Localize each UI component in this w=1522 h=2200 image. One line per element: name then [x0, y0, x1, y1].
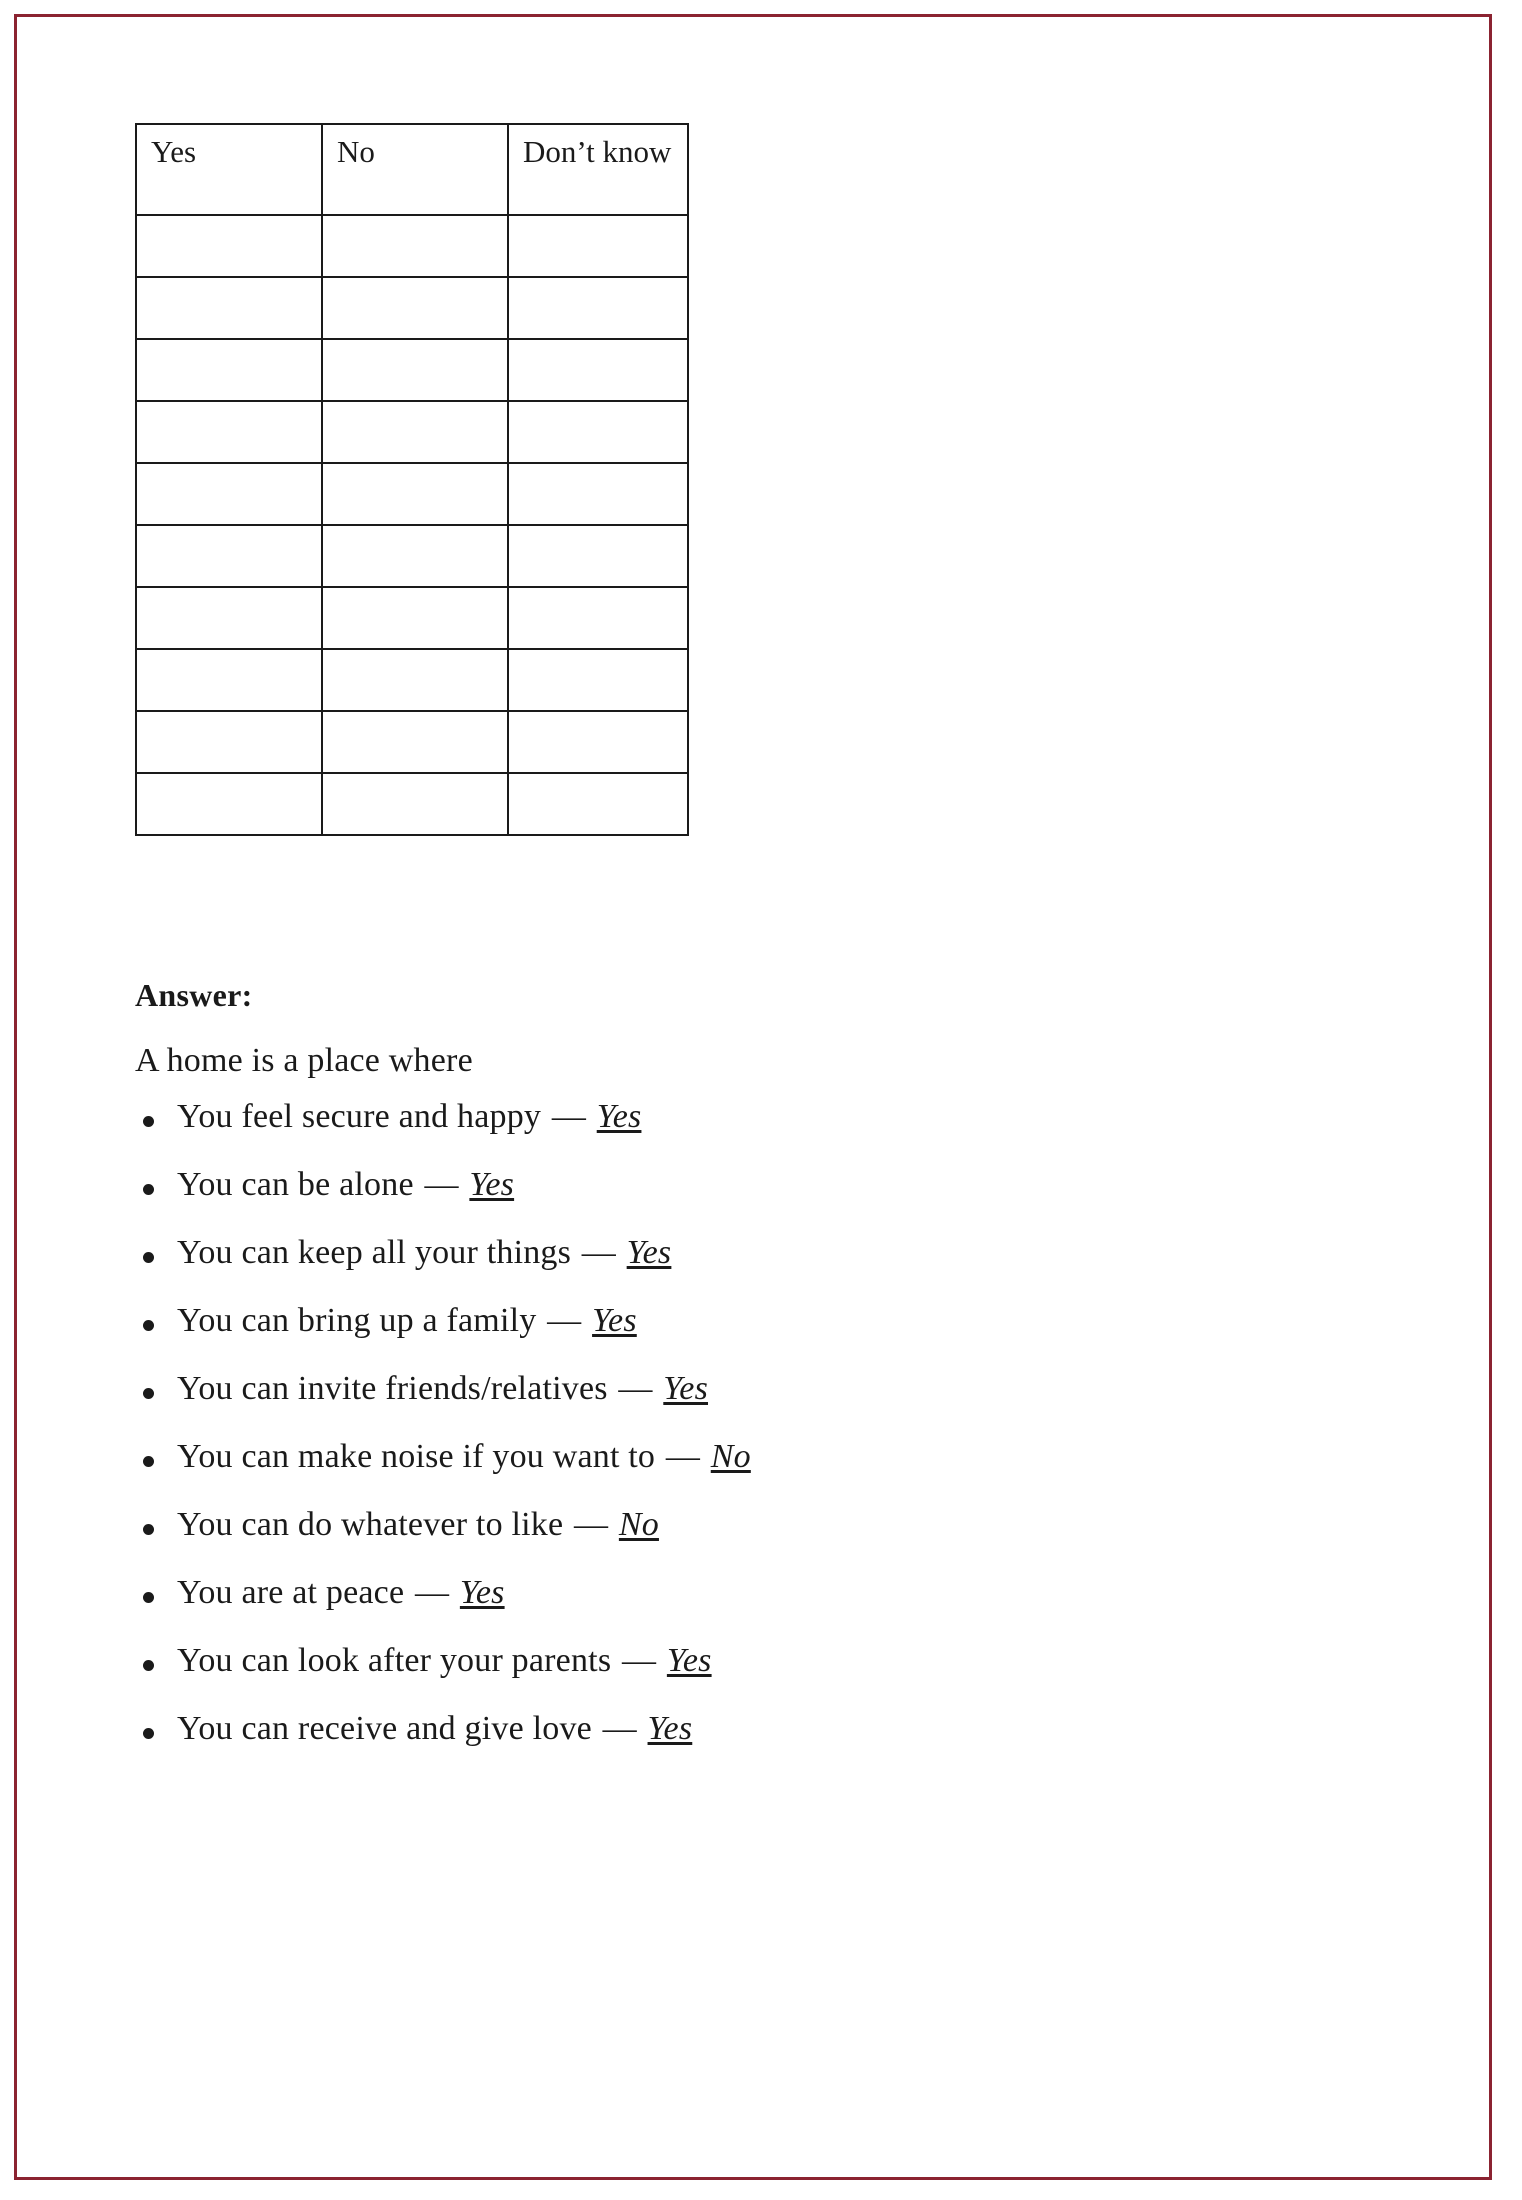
page-content [17, 17, 1489, 2177]
table-row [136, 773, 688, 835]
list-item-verdict: No [618, 1506, 659, 1543]
list-item-text: You can invite friends/relatives [177, 1370, 608, 1407]
list-item-verdict: No [710, 1438, 751, 1475]
cell-no[interactable] [322, 773, 508, 835]
cell-yes[interactable] [136, 277, 322, 339]
list-item [135, 1440, 1335, 1474]
table-row [136, 649, 688, 711]
list-item [135, 1576, 1335, 1610]
cell-dont-know[interactable] [508, 215, 688, 277]
cell-no[interactable] [322, 277, 508, 339]
list-item-dash: — [573, 1506, 609, 1543]
cell-yes[interactable] [136, 463, 322, 525]
cell-yes[interactable] [136, 339, 322, 401]
answer-section [135, 977, 1335, 1780]
cell-yes[interactable] [136, 587, 322, 649]
column-header-no: No [322, 124, 508, 215]
cell-no[interactable] [322, 339, 508, 401]
list-item-text: You are at peace [177, 1574, 405, 1611]
list-item-dash: — [621, 1642, 657, 1679]
cell-dont-know[interactable] [508, 277, 688, 339]
table-body [136, 215, 688, 835]
list-item-text: You can look after your parents [177, 1642, 612, 1679]
table-row [136, 587, 688, 649]
cell-yes[interactable] [136, 649, 322, 711]
cell-yes[interactable] [136, 215, 322, 277]
table-row [136, 525, 688, 587]
cell-yes[interactable] [136, 711, 322, 773]
answer-heading: Answer: [135, 977, 253, 1013]
list-item [135, 1372, 1335, 1406]
list-item [135, 1100, 1335, 1134]
page-border [14, 14, 1492, 2180]
cell-dont-know[interactable] [508, 649, 688, 711]
cell-dont-know[interactable] [508, 463, 688, 525]
cell-dont-know[interactable] [508, 525, 688, 587]
list-item-verdict: Yes [626, 1234, 672, 1271]
column-header-dont-know: Don’t know [508, 124, 688, 215]
table-row [136, 277, 688, 339]
list-item-text: You can receive and give love [177, 1710, 592, 1747]
list-item-verdict: Yes [663, 1370, 709, 1407]
list-item-dash: — [424, 1166, 459, 1203]
column-header-yes: Yes [136, 124, 322, 215]
table-row [136, 215, 688, 277]
table-row [136, 339, 688, 401]
yes-no-dontknow-table [135, 123, 689, 836]
cell-dont-know[interactable] [508, 773, 688, 835]
cell-yes[interactable] [136, 525, 322, 587]
list-item-dash: — [581, 1234, 616, 1271]
list-item-dash: — [602, 1710, 637, 1747]
table-row [136, 711, 688, 773]
cell-dont-know[interactable] [508, 401, 688, 463]
list-item-text: You can be alone [177, 1166, 414, 1203]
cell-yes[interactable] [136, 401, 322, 463]
list-item [135, 1304, 1335, 1338]
cell-no[interactable] [322, 525, 508, 587]
list-item [135, 1712, 1335, 1746]
list-item-text: You can do whatever to like [177, 1506, 564, 1543]
list-item [135, 1644, 1335, 1678]
list-item-verdict: Yes [592, 1302, 637, 1339]
answer-list [135, 1100, 1335, 1746]
cell-no[interactable] [322, 711, 508, 773]
list-item-verdict: Yes [647, 1710, 693, 1747]
list-item-verdict: Yes [459, 1574, 505, 1611]
list-item-text: You can keep all your things [177, 1234, 572, 1271]
cell-dont-know[interactable] [508, 339, 688, 401]
list-item [135, 1168, 1335, 1202]
list-item-verdict: Yes [596, 1098, 642, 1135]
list-item-dash: — [414, 1574, 450, 1611]
list-item-dash: — [665, 1438, 701, 1475]
cell-no[interactable] [322, 215, 508, 277]
answer-lead-text: A home is a place where [135, 1042, 473, 1079]
table-row [136, 401, 688, 463]
list-item-text: You feel secure and happy [177, 1098, 542, 1135]
cell-dont-know[interactable] [508, 587, 688, 649]
cell-no[interactable] [322, 649, 508, 711]
list-item-text: You can make noise if you want to [177, 1438, 656, 1475]
cell-no[interactable] [322, 463, 508, 525]
list-item-verdict: Yes [469, 1166, 515, 1203]
table-row [136, 463, 688, 525]
cell-no[interactable] [322, 401, 508, 463]
list-item [135, 1236, 1335, 1270]
list-item-text: You can bring up a family [177, 1302, 537, 1339]
cell-no[interactable] [322, 587, 508, 649]
list-item-dash: — [551, 1098, 587, 1135]
table-header-row [136, 124, 688, 215]
cell-dont-know[interactable] [508, 711, 688, 773]
list-item-verdict: Yes [666, 1642, 712, 1679]
list-item-dash: — [547, 1302, 582, 1339]
list-item-dash: — [618, 1370, 653, 1407]
list-item [135, 1508, 1335, 1542]
cell-yes[interactable] [136, 773, 322, 835]
